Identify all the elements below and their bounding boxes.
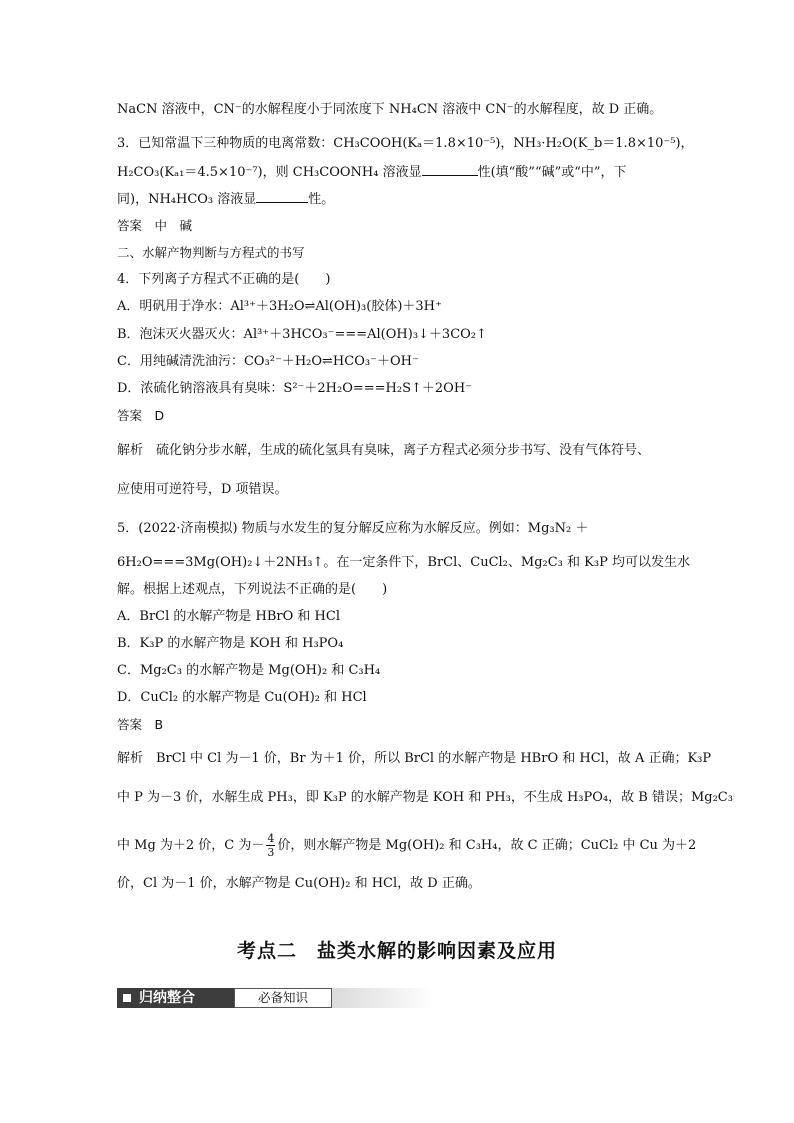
option-c: C．用纯碱清洗油污：CO₃²⁻＋H₂O⇌HCO₃⁻＋OH⁻	[117, 354, 419, 369]
question-5-line-2: 6H₂O===3Mg(OH)₂↓＋2NH₃↑。在一定条件下，BrCl、CuCl₂、Mg₂C₃ 和 K₃P 均可以发生水	[117, 555, 690, 570]
text-line: NaCN 溶液中，CN⁻的水解程度小于同浓度下 NH₄CN 溶液中 CN⁻的水解程度，故 D 正确。	[117, 102, 663, 117]
question-4: 4．下列离子方程式不正确的是( )	[117, 272, 331, 287]
square-icon	[123, 994, 131, 1002]
q3-text: H₂CO₃(Kₐ₁＝4.5×10⁻⁷)，则 CH₃COONH₄ 溶液显	[117, 165, 422, 180]
question-3-line-3	[117, 190, 334, 209]
fraction-numerator: 4	[267, 832, 275, 845]
option-a: A．BrCl 的水解产物是 HBrO 和 HCl	[117, 609, 340, 624]
banner-label	[117, 988, 234, 1008]
q3-text: 性。	[308, 192, 335, 207]
banner-tab: 必备知识	[234, 988, 332, 1008]
answer-3: 答案 中 碱	[117, 218, 193, 233]
option-d: D．浓硫化钠溶液具有臭味：S²⁻＋2H₂O===H₂S↑＋2OH⁻	[117, 381, 473, 396]
question-5-line-1: 5．(2022·济南模拟) 物质与水发生的复分解反应称为水解反应。例如：Mg₃N₂ ＋	[117, 521, 589, 536]
fraction-denominator: 3	[267, 846, 275, 859]
fill-blank	[422, 163, 478, 176]
section-heading: 考点二 盐类水解的影响因素及应用	[236, 940, 557, 962]
answer-4: 答案 D	[117, 408, 165, 423]
section-title: 二、水解产物判断与方程式的书写	[117, 245, 305, 260]
explanation-5-line-1: 解析 BrCl 中 Cl 为－1 价，Br 为＋1 价，所以 BrCl 的水解产物是 HBrO 和 HCl，故 A 正确；K₃P	[117, 751, 712, 766]
q3-text: 性(填“酸”“碱”或“中”，下	[477, 165, 627, 180]
explanation-5-line-3	[117, 832, 696, 859]
exp-text: 中 Mg 为＋2 价，C 为－	[117, 838, 265, 853]
option-d: D．CuCl₂ 的水解产物是 Cu(OH)₂ 和 HCl	[117, 690, 367, 705]
section-banner	[117, 988, 433, 1008]
explanation-4-line-1: 解析 硫化钠分步水解，生成的硫化氢具有臭味，离子方程式必须分步书写、没有气体符号、	[117, 443, 651, 458]
question-3-line-2	[117, 163, 627, 182]
q3-text: 同)，NH₄HCO₃ 溶液显	[117, 192, 257, 207]
explanation-4-line-2: 应使用可逆符号，D 项错误。	[117, 482, 288, 497]
fill-blank	[256, 190, 308, 203]
fraction	[266, 832, 275, 859]
option-a: A．明矾用于净水：Al³⁺＋3H₂O⇌Al(OH)₃(胶体)＋3H⁺	[117, 299, 442, 314]
option-c: C．Mg₂C₃ 的水解产物是 Mg(OH)₂ 和 C₃H₄	[117, 663, 381, 678]
option-b: B．K₃P 的水解产物是 KOH 和 H₃PO₄	[117, 636, 344, 651]
exp-text: 价，则水解产物是 Mg(OH)₂ 和 C₃H₄，故 C 正确；CuCl₂ 中 Cu 为＋2	[277, 838, 697, 853]
option-b: B．泡沫灭火器灭火：Al³⁺＋3HCO₃⁻===Al(OH)₃↓＋3CO₂↑	[117, 327, 487, 342]
question-5-line-3: 解。根据上述观点，下列说法不正确的是( )	[117, 582, 388, 597]
answer-5: 答案 B	[117, 717, 164, 732]
question-3-line-1: 3．已知常温下三种物质的电离常数：CH₃COOH(Kₐ＝1.8×10⁻⁵)，NH₃·H₂O(K_b＝1.8×10⁻⁵)，	[117, 136, 694, 151]
banner-label-text: 归纳整合	[139, 990, 195, 1006]
explanation-5-line-4: 价，Cl 为－1 价，水解产物是 Cu(OH)₂ 和 HCl，故 D 正确。	[117, 876, 481, 891]
explanation-5-line-2: 中 P 为－3 价，水解生成 PH₃，即 K₃P 的水解产物是 KOH 和 PH₃，不生成 H₃PO₄，故 B 错误；Mg₂C₃	[117, 790, 733, 805]
